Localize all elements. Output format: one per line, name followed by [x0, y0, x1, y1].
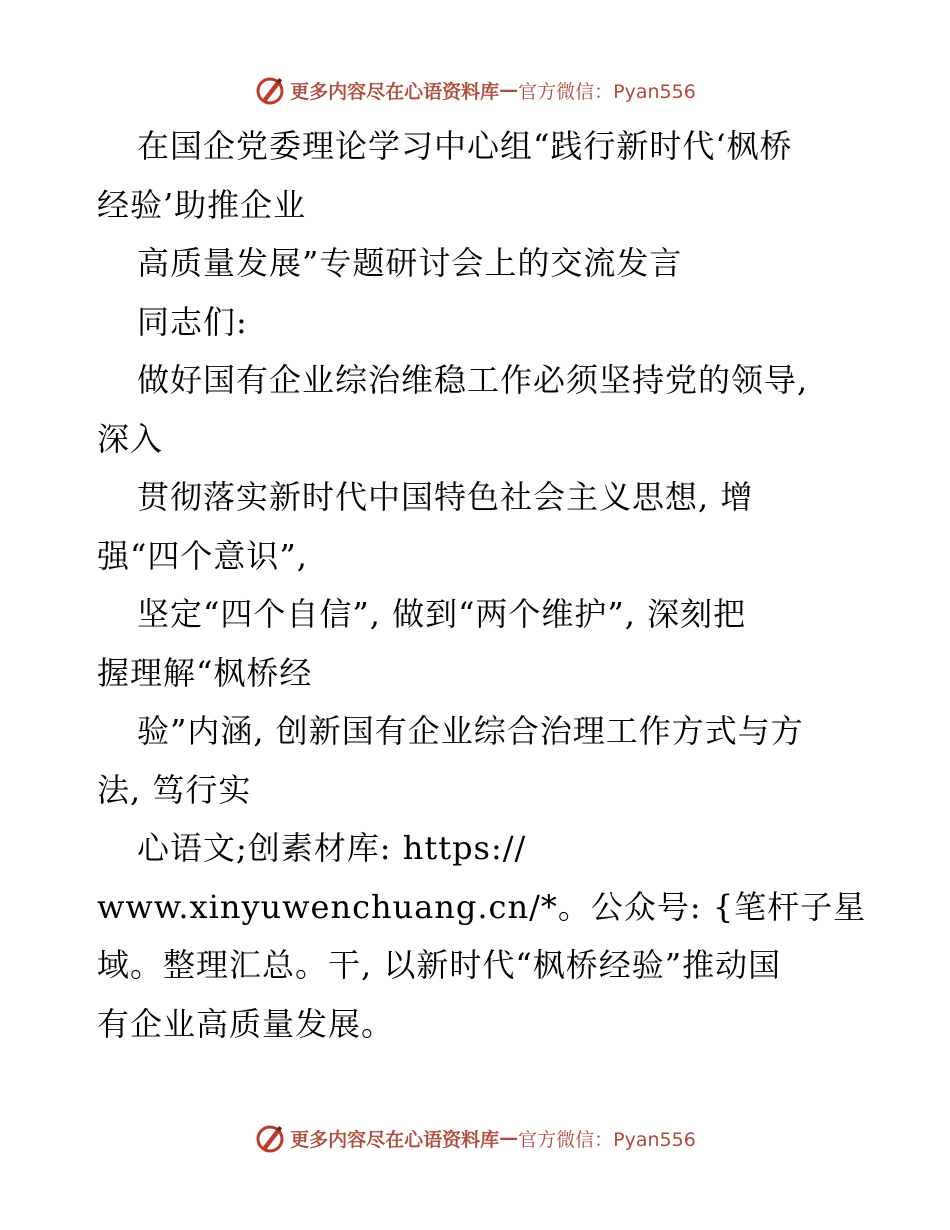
header-separator: —	[499, 79, 519, 101]
salutation: 同志们:	[137, 302, 248, 341]
paragraph-line: 坚定“四个自信”, 做到“两个维护”, 深刻把	[137, 595, 747, 633]
footer-title: 更多内容尽在心语资料库	[290, 1128, 500, 1151]
pen-logo-icon	[254, 1122, 286, 1154]
title-line-1: 在国企党委理论学习中心组“践行新时代‘枫桥	[137, 127, 793, 165]
title-line-3: 高质量发展”专题研讨会上的交流发言	[137, 244, 683, 282]
paragraph-line: 做好国有企业综治维稳工作必须坚持党的领导,	[137, 361, 809, 399]
footer-contact: 官方微信：Pyan556	[518, 1128, 696, 1151]
header-title: 更多内容尽在心语资料库	[290, 80, 500, 103]
header-contact: 官方微信：Pyan556	[518, 80, 696, 103]
footer-banner	[0, 1118, 950, 1158]
paragraph-line: 域。整理汇总。干, 以新时代“枫桥经验”推动国	[97, 946, 782, 984]
paragraph-line: 验”内涵, 创新国有企业综合治理工作方式与方	[137, 712, 804, 750]
paragraph-line: 心语文;创素材库: https://	[137, 829, 527, 867]
pen-logo-icon	[254, 74, 286, 106]
paragraph-line: 握理解“枫桥经	[97, 653, 313, 692]
footer-separator: —	[499, 1127, 519, 1149]
header-banner	[0, 70, 950, 110]
paragraph-line: www.xinyuwenchuang.cn/*。公众号: {笔杆子星	[97, 887, 867, 926]
paragraph-line: 贯彻落实新时代中国特色社会主义思想, 增	[137, 478, 754, 516]
paragraph-line: 强“四个意识”,	[97, 536, 308, 575]
document-body	[97, 117, 877, 1053]
paragraph-line: 法, 笃行实	[97, 770, 252, 809]
title-line-2: 经验’助推企业	[97, 185, 307, 224]
paragraph-line: 有企业高质量发展。	[97, 1004, 395, 1043]
paragraph-line: 深入	[97, 419, 164, 458]
